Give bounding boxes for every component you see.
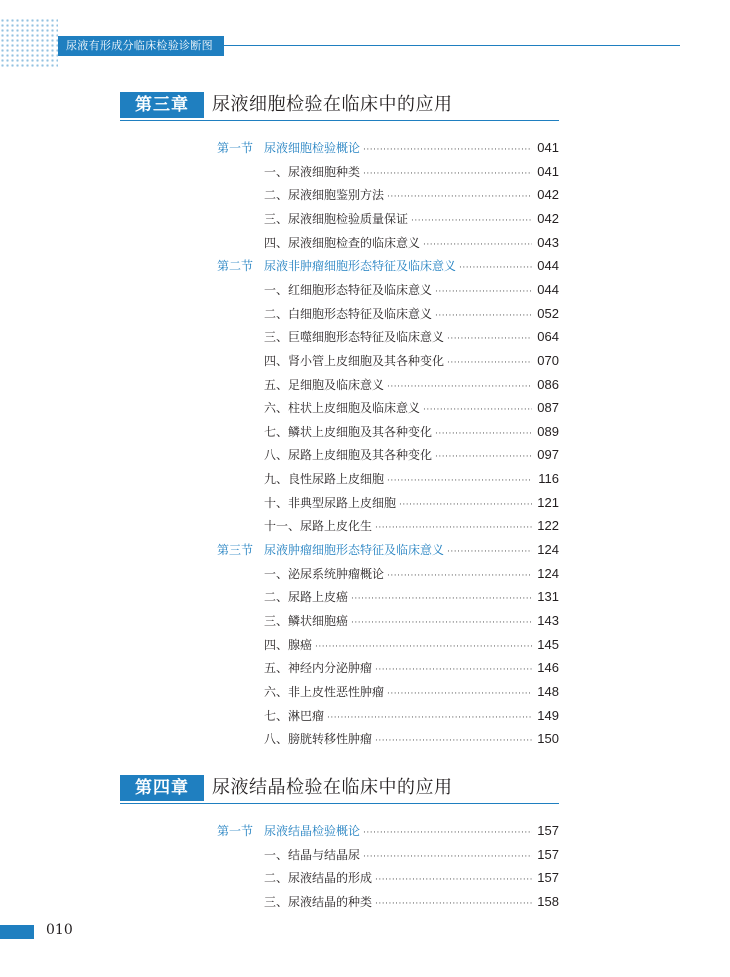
toc-page-number: 157 [537,870,559,885]
toc-entry-title: 三、鳞状细胞癌 [264,614,349,628]
toc-entry-title: 四、尿液细胞检查的临床意义 [264,236,421,250]
toc-entry [264,304,559,326]
section-number: 第二节 [217,259,254,273]
dot-leader [363,847,532,867]
toc-entry [264,611,559,633]
toc-page-number: 149 [537,708,559,723]
toc-page-number: 044 [537,282,559,297]
toc-entry-title: 八、膀胱转移性肿瘤 [264,732,373,746]
toc-page-number: 124 [537,566,559,581]
toc-item-row[interactable] [0,729,730,749]
toc-page-number: 131 [537,589,559,604]
toc-page-number: 043 [537,235,559,250]
dot-leader [375,518,532,538]
dot-leader [375,870,532,890]
toc-entry [264,398,559,420]
dot-leader [351,589,532,609]
chapter-rule [120,803,559,804]
toc-item-row[interactable] [0,422,730,442]
section-number: 第一节 [217,824,254,838]
chapter-label: 第三章 [120,92,204,118]
dot-leader [387,471,532,491]
toc-item-row[interactable] [0,682,730,702]
toc-item-row[interactable] [0,635,730,655]
toc-item-row[interactable] [0,892,730,912]
toc-page-number: 148 [537,684,559,699]
toc-item-row[interactable] [0,516,730,536]
toc-page-number: 044 [537,258,559,273]
dot-leader [387,377,532,397]
toc-entry [264,706,559,728]
toc-entry-title: 六、非上皮性恶性肿瘤 [264,685,385,699]
toc-page-number: 097 [537,447,559,462]
toc-entry-title: 一、结晶与结晶尿 [264,848,361,862]
toc-entry-title: 二、尿路上皮癌 [264,590,349,604]
toc-section-row[interactable] [0,138,730,158]
toc-entry [264,564,559,586]
toc-entry [264,375,559,397]
toc-page-number: 122 [537,518,559,533]
toc-entry [264,422,559,444]
toc-item-row[interactable] [0,706,730,726]
toc-entry [264,209,559,231]
dot-leader [363,823,532,843]
toc-item-row[interactable] [0,351,730,371]
toc-item-row[interactable] [0,845,730,865]
section-number: 第三节 [217,543,254,557]
toc-entry [264,256,559,278]
toc-entry-title: 四、肾小管上皮细胞及其各种变化 [264,354,445,368]
toc-entry-title: 一、红细胞形态特征及临床意义 [264,283,433,297]
toc-page-number: 157 [537,823,559,838]
toc-entry [264,682,559,704]
toc-page-number: 070 [537,353,559,368]
toc-entry [264,185,559,207]
toc-page-number: 089 [537,424,559,439]
toc-item-row[interactable] [0,209,730,229]
toc-section-row[interactable] [0,256,730,276]
chapter-title: 尿液细胞检验在临床中的应用 [212,94,453,115]
toc-entry [264,892,559,914]
toc-section-row[interactable] [0,821,730,841]
dot-leader [447,542,532,562]
dot-leader [363,164,532,184]
toc-item-row[interactable] [0,233,730,253]
toc-entry-title: 九、良性尿路上皮细胞 [264,472,385,486]
dot-leader [435,447,532,467]
dot-leader [387,566,532,586]
toc-entry [264,162,559,184]
toc-item-row[interactable] [0,185,730,205]
toc-page-number: 086 [537,377,559,392]
toc-item-row[interactable] [0,658,730,678]
toc-item-row[interactable] [0,611,730,631]
dot-leader [351,613,532,633]
toc-page-number: 146 [537,660,559,675]
toc-entry-title: 十一、尿路上皮化生 [264,519,373,533]
toc-entry [264,233,559,255]
toc-entry-title: 尿液细胞检验概论 [264,141,361,155]
toc-page-number: 087 [537,400,559,415]
dot-leader [435,424,532,444]
chapter-heading [120,92,559,118]
toc-item-row[interactable] [0,304,730,324]
toc-entry [264,821,559,843]
dot-leader [387,187,532,207]
toc-item-row[interactable] [0,398,730,418]
toc-entry-title: 二、尿液细胞鉴别方法 [264,188,385,202]
toc-item-row[interactable] [0,493,730,513]
header-dot-pattern [0,18,58,68]
chapter-label: 第四章 [120,775,204,801]
toc-page-number: 150 [537,731,559,746]
toc-item-row[interactable] [0,280,730,300]
toc-entry [264,635,559,657]
toc-entry-title: 尿液肿瘤细胞形态特征及临床意义 [264,543,445,557]
toc-entry-title: 尿液非肿瘤细胞形态特征及临床意义 [264,259,457,273]
toc-page-number: 157 [537,847,559,862]
dot-leader [387,684,532,704]
footer-bar [0,925,34,939]
toc-page-number: 158 [537,894,559,909]
dot-leader [447,329,532,349]
toc-entry [264,540,559,562]
toc-item-row[interactable] [0,868,730,888]
toc-entry-title: 十、非典型尿路上皮细胞 [264,496,397,510]
toc-page-number: 041 [537,140,559,155]
toc-page-number: 124 [537,542,559,557]
header-rule [224,45,680,46]
toc-item-row[interactable] [0,587,730,607]
toc-page-number: 052 [537,306,559,321]
dot-leader [315,637,532,657]
dot-leader [375,731,532,751]
toc-page-number: 042 [537,211,559,226]
toc-entry [264,469,559,491]
section-number: 第一节 [217,141,254,155]
toc-item-row[interactable] [0,375,730,395]
toc-entry-title: 二、尿液结晶的形成 [264,871,373,885]
dot-leader [423,400,532,420]
toc-entry-title: 八、尿路上皮细胞及其各种变化 [264,448,433,462]
dot-leader [375,894,532,914]
toc-entry [264,280,559,302]
toc-entry-title: 三、尿液细胞检验质量保证 [264,212,409,226]
toc-page-number: 116 [538,471,559,486]
toc-item-row[interactable] [0,564,730,584]
dot-leader [375,660,532,680]
dot-leader [459,258,532,278]
toc-entry-title: 七、鳞状上皮细胞及其各种变化 [264,425,433,439]
toc-page-number: 042 [537,187,559,202]
toc-entry-title: 尿液结晶检验概论 [264,824,361,838]
dot-leader [363,140,532,160]
toc-entry-title: 五、神经内分泌肿瘤 [264,661,373,675]
toc-entry [264,351,559,373]
toc-entry-title: 四、腺癌 [264,638,313,652]
page-number: 010 [46,922,73,938]
dot-leader [435,306,532,326]
toc-item-row[interactable] [0,327,730,347]
dot-leader [423,235,532,255]
dot-leader [435,282,532,302]
running-title: 尿液有形成分临床检验诊断图谱 [58,36,224,56]
toc-entry [264,138,559,160]
chapter-rule [120,120,559,121]
dot-leader [411,211,532,231]
toc-entry [264,327,559,349]
toc-page-number: 143 [537,613,559,628]
toc-entry-title: 六、柱状上皮细胞及临床意义 [264,401,421,415]
chapter-heading [120,775,559,801]
toc-item-row[interactable] [0,445,730,465]
toc-page-number: 064 [537,329,559,344]
toc-entry-title: 三、尿液结晶的种类 [264,895,373,909]
toc-entry [264,845,559,867]
dot-leader [327,708,532,728]
toc-page-number: 121 [537,495,559,510]
toc-entry [264,868,559,890]
toc-entry [264,516,559,538]
toc-entry-title: 七、淋巴瘤 [264,709,325,723]
toc-entry [264,587,559,609]
toc-entry-title: 一、泌尿系统肿瘤概论 [264,567,385,581]
toc-page-number: 041 [537,164,559,179]
toc-entry-title: 二、白细胞形态特征及临床意义 [264,307,433,321]
dot-leader [447,353,532,373]
toc-entry [264,493,559,515]
toc-entry-title: 一、尿液细胞种类 [264,165,361,179]
toc-item-row[interactable] [0,469,730,489]
toc-entry [264,658,559,680]
toc-entry [264,445,559,467]
toc-entry [264,729,559,751]
chapter-title: 尿液结晶检验在临床中的应用 [212,777,453,798]
toc-page-number: 145 [537,637,559,652]
toc-entry-title: 五、足细胞及临床意义 [264,378,385,392]
toc-entry-title: 三、巨噬细胞形态特征及临床意义 [264,330,445,344]
toc-item-row[interactable] [0,162,730,182]
dot-leader [399,495,532,515]
toc-section-row[interactable] [0,540,730,560]
